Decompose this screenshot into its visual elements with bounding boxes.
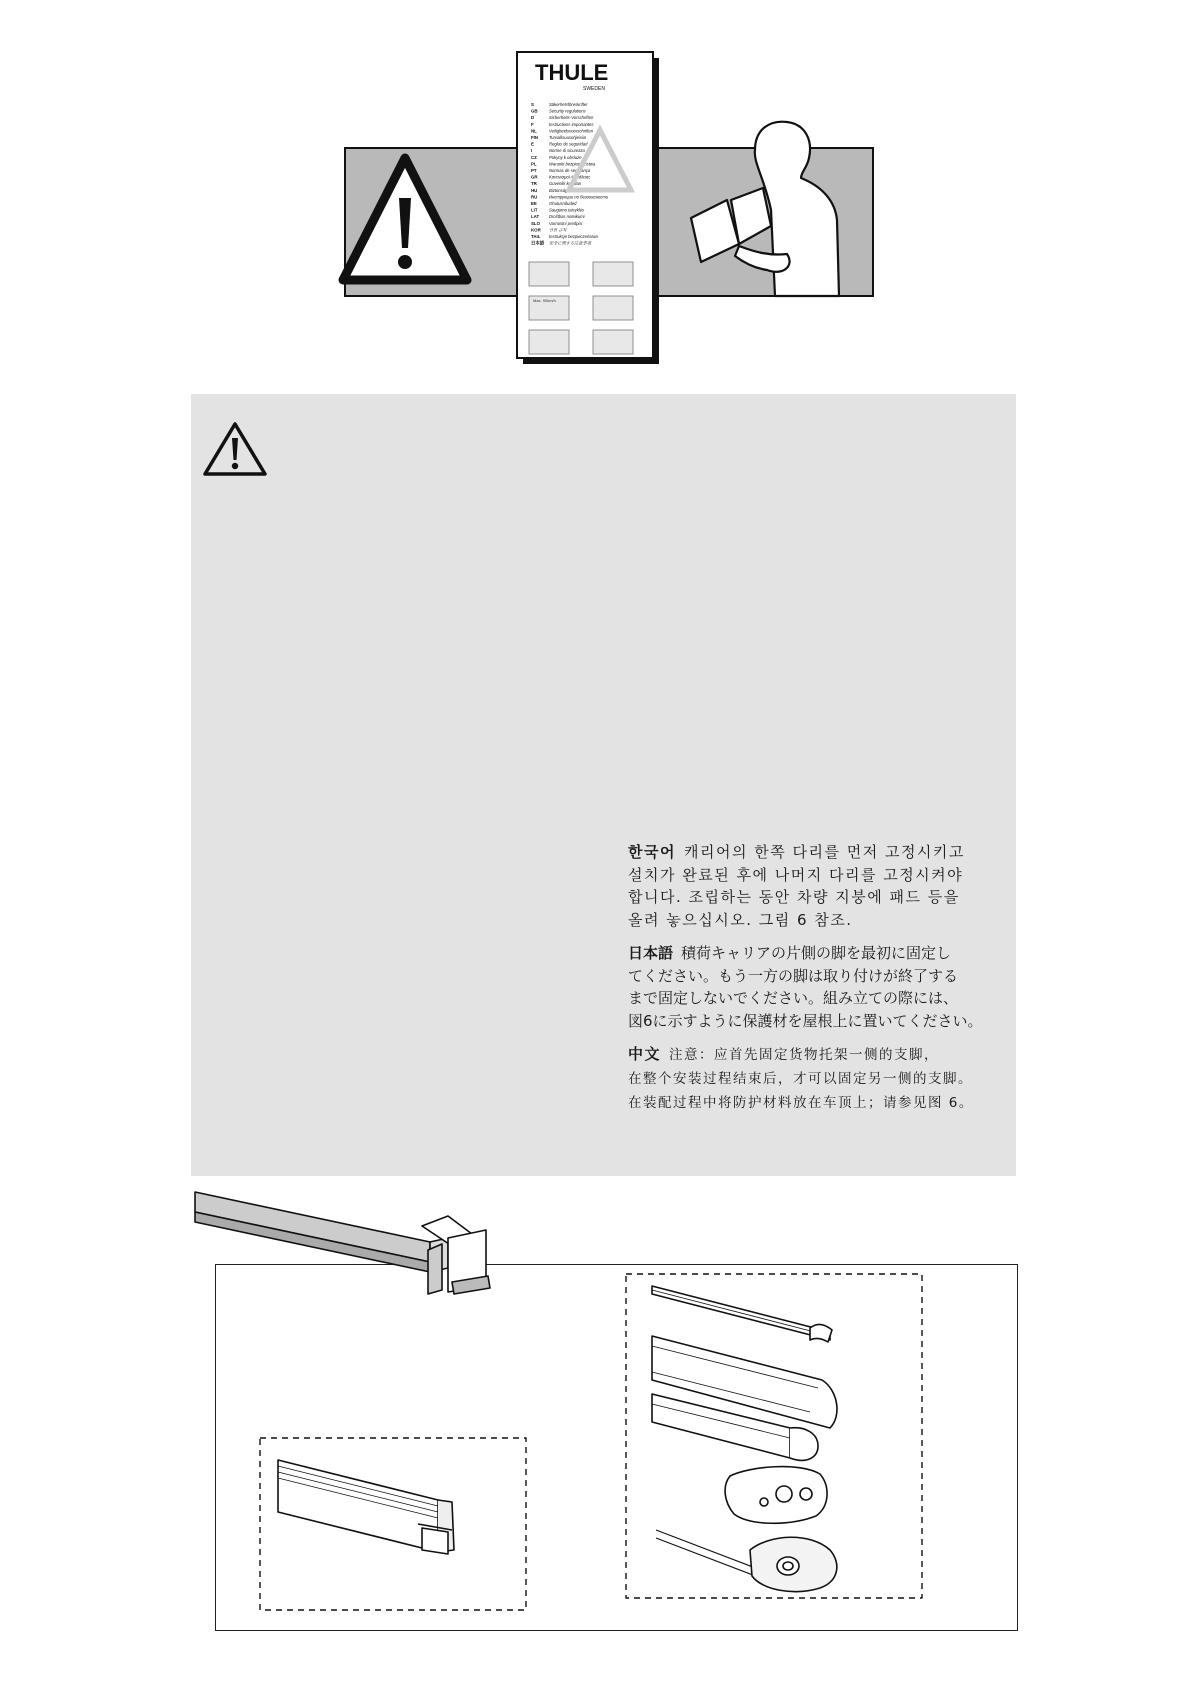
card-language-title: Instructions importantes (549, 121, 594, 127)
card-language-code: D (531, 115, 535, 121)
card-language-code: RU (531, 194, 538, 200)
card-language-code: PL (531, 161, 537, 167)
parts-illustration (190, 1190, 1030, 1650)
card-language-code: HU (531, 187, 538, 193)
japanese-line: 図6に示すように保護材を屋根上に置いてください。 (628, 1011, 983, 1030)
card-tile-label: Max. 90km/h (533, 298, 556, 303)
card-language-title: Veiligheidsvoorschriften (549, 128, 594, 134)
card-language-code: 日本語 (531, 240, 545, 246)
card-language-title: Normas de segurança (549, 168, 591, 173)
card-language-title: Biztonsági előírások (549, 187, 587, 193)
card-language-code: FIN (531, 135, 539, 140)
card-brand-sub: SWEDEN (583, 86, 605, 92)
card-language-title: Säkerhetsföreskrifter (549, 102, 588, 107)
card-language-title: Pokyny k obsluze (549, 154, 582, 160)
end-cap-icon (656, 1530, 837, 1592)
card-language-code: GR (531, 174, 538, 180)
card-language-title: Turvallisuusohjeisiin (549, 135, 587, 140)
card-language-title: 안전 규칙 (549, 227, 567, 233)
card-language-code: I (531, 148, 533, 154)
chinese-line: 在装配过程中将防护材料放在车顶上；请参见图 6。 (628, 1095, 974, 1111)
korean-line: 합니다. 조립하는 동안 차량 지붕에 패드 등을 (628, 888, 960, 906)
card-language-code: NL (531, 128, 537, 134)
card-language-title: Warunki bezpieczeństwa (549, 161, 596, 167)
japanese-line: てください。もう一方の脚は取り付けが終了する (628, 966, 959, 985)
card-language-code: E (531, 141, 534, 147)
card-language-title: Инструкции по безопасности (549, 194, 609, 200)
bar-profile-icon (278, 1460, 454, 1554)
packaged-bar-illustration (195, 1192, 490, 1294)
chinese-instruction (628, 1042, 1008, 1115)
card-language-code: CZ (531, 154, 537, 160)
card-language-code: LIT (531, 207, 538, 213)
card-language-title: Sicherheits-Vorschriften (549, 115, 594, 121)
card-language-code: KOR (531, 227, 541, 233)
card-language-code: F (531, 121, 534, 127)
card-language-code: TAIL (531, 234, 541, 239)
card-language-title: Norme di sicurezza (549, 148, 585, 154)
chinese-line: 注意：应首先固定货物托架一侧的支脚， (669, 1047, 940, 1063)
instruction-panel (191, 394, 1016, 1176)
rail-profile-icon (652, 1286, 832, 1342)
card-brand: THULE (535, 60, 609, 85)
japanese-lang-name: 日本語 (628, 944, 674, 962)
card-language-title: Drošības noteikumi (549, 214, 585, 220)
card-language-title: 安全に関する注意事項 (549, 240, 591, 246)
card-language-title: Saugumo taisyklės (549, 207, 585, 213)
korean-line: 올려 놓으십시오. 그림 6 참조. (628, 910, 853, 929)
japanese-line: まで固定しないでください。組み立ての際には、 (628, 989, 959, 1007)
warning-triangle-icon (201, 420, 269, 478)
japanese-line: 積荷キャリアの片側の脚を最初に固定し (681, 944, 952, 962)
end-cap-icon (725, 1467, 827, 1524)
japanese-instruction (628, 942, 1008, 1032)
instruction-manual-card (517, 52, 653, 358)
korean-line: 캐리어의 한쪽 다리를 먼저 고정시키고 (683, 843, 965, 861)
korean-instruction (628, 841, 1008, 931)
chinese-lang-name: 中文 (628, 1045, 662, 1063)
card-language-title: Varnostni predpisi (549, 220, 583, 226)
card-language-code: EE (531, 201, 537, 206)
card-language-code: PT (531, 168, 537, 173)
card-language-title: Ohutusnõuded (549, 201, 577, 206)
top-warning-illustration (335, 50, 875, 370)
korean-line: 설치가 완료된 후에 나머지 다리를 고정시켜야 (628, 865, 964, 884)
card-language-title: Instrukcje bezpieczeństwa (549, 234, 598, 239)
korean-lang-name: 한국어 (628, 843, 676, 861)
card-language-code: GB (531, 108, 538, 114)
card-language-code: TR (531, 181, 537, 187)
chinese-line: 在整个安装过程结束后，才可以固定另一侧的支脚。 (628, 1071, 973, 1087)
card-language-title: Güvenlik kuralları (549, 181, 582, 187)
card-language-title: Security regulations (549, 108, 586, 114)
card-language-title: Κανονισμοί Ασφάλειας (549, 174, 591, 180)
card-language-title: Reglas de seguridad (549, 141, 588, 147)
card-language-code: S (531, 102, 534, 107)
card-language-code: SLO (531, 220, 541, 226)
card-language-code: LAT (531, 214, 540, 220)
